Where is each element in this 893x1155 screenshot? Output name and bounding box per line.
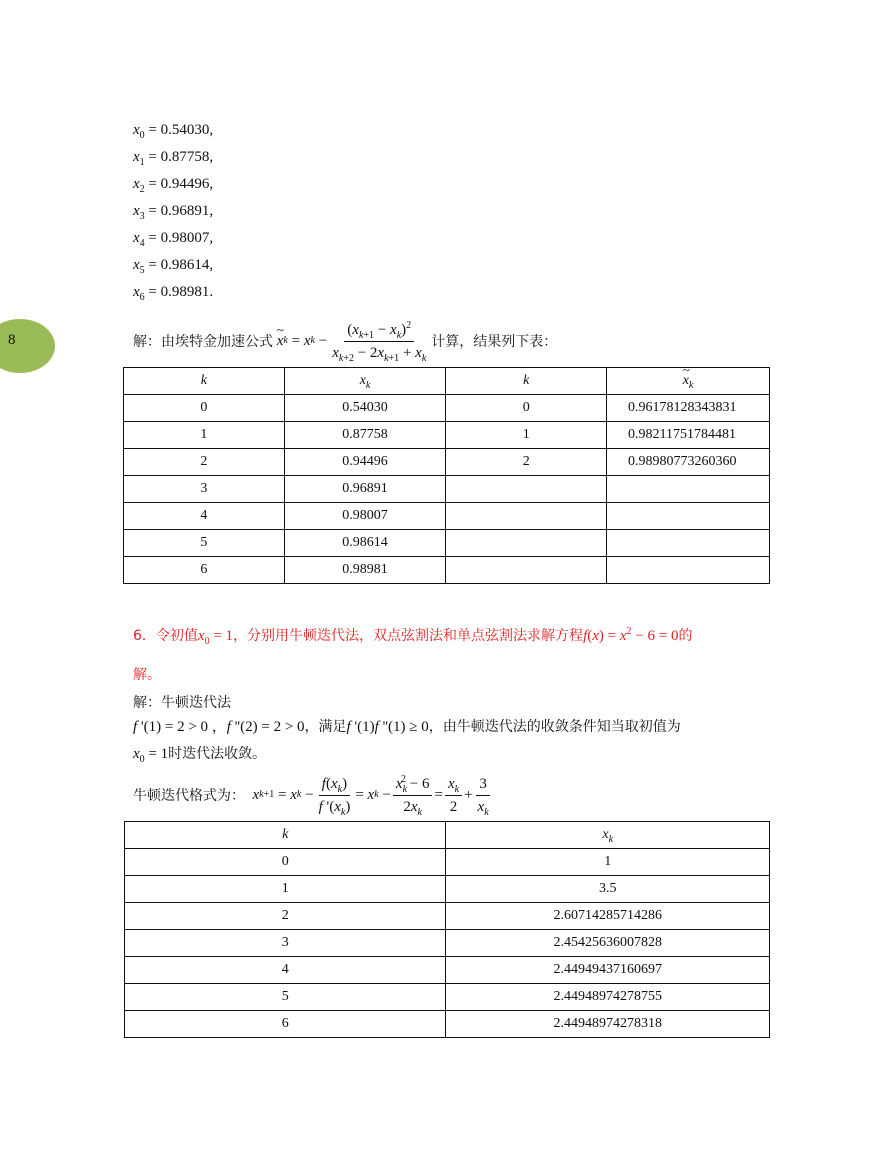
aitken-suffix: 计算，结果列下表： xyxy=(431,334,558,350)
iterate-line: $x_0 = 0.54030$, xyxy=(133,122,214,141)
iterate-list xyxy=(133,117,213,306)
table-row: 6 2.44948974278318 xyxy=(125,1011,770,1038)
newton-scheme-label: 牛顿迭代格式为： xyxy=(133,788,245,804)
newton-scheme-line xyxy=(133,768,494,822)
aitken-formula: ~ x k = x k − $\frac{(x_{k+1} - x_k)^2}{x_{k+2} - 2x_{k+1} + x_k}$ xyxy=(273,321,431,362)
table-row: 2 2.60714285714286 xyxy=(125,903,770,930)
iterate-line: $x_4 = 0.98007$, xyxy=(133,230,214,249)
header-xk: $x_k$ xyxy=(446,822,770,849)
table-row: 4 0.98007 xyxy=(124,503,770,530)
table-row: 3 0.96891 xyxy=(124,476,770,503)
table-row: 0 0.54030 0 0.96178128343831 xyxy=(124,395,770,422)
page-number-badge xyxy=(0,319,55,373)
header-k: k xyxy=(125,822,446,849)
newton-condition-line2: $x_0 = 1$时迭代法收敛。 xyxy=(133,746,267,765)
problem-6-statement: 6．令初值$x_0 = 1$，分别用牛顿迭代法，双点弦割法和单点弦割法求解方程$f(x) = x^2 - 6 = 0$的 xyxy=(133,626,693,647)
table-row: 5 2.44948974278755 xyxy=(125,984,770,1011)
aitken-prefix: 解：由埃特金加速公式 xyxy=(133,334,273,350)
table-row: 1 3.5 xyxy=(125,876,770,903)
table-header-row xyxy=(125,822,770,849)
iterate-line: $x_1 = 0.87758$, xyxy=(133,149,214,168)
header-xk: $x_k$ xyxy=(284,368,446,395)
iterate-line: $x_2 = 0.94496$, xyxy=(133,176,214,195)
table-row: 3 2.45425636007828 xyxy=(125,930,770,957)
newton-heading: 解：牛顿迭代法 xyxy=(133,695,231,711)
table-row: 2 0.94496 2 0.98980773260360 xyxy=(124,449,770,476)
newton-condition: f '(1) = 2 > 0 ，f ''(2) = 2 > 0，满足f '(1)f ''(1) ≥ 0，由牛顿迭代法的收敛条件知当取初值为 xyxy=(133,719,681,735)
table-row: 1 0.87758 1 0.98211751784481 xyxy=(124,422,770,449)
header-k: k xyxy=(124,368,285,395)
page-number: 8 xyxy=(8,332,16,348)
table-row: 4 2.44949437160697 xyxy=(125,957,770,984)
table-row: 6 0.98981 xyxy=(124,557,770,584)
aitken-formula-line xyxy=(133,314,557,368)
header-xk-tilde: ~ $x_k$ xyxy=(607,368,770,395)
iterate-line: $x_5 = 0.98614$, xyxy=(133,257,214,276)
header-k: k xyxy=(446,368,607,395)
newton-table xyxy=(124,821,770,1038)
table-row: 0 1 xyxy=(125,849,770,876)
table-header-row xyxy=(124,368,770,395)
table-row: 5 0.98614 xyxy=(124,530,770,557)
newton-scheme-formula: x k+1 = x k − $\frac{f(x_k)}{f '(x_k)}$ = x k − $\frac{x_k^2 - 6}{2x_k}$ = $\frac{x_k}{2}$ + $\frac{3}{x_k}$ xyxy=(252,773,489,818)
problem-6-statement-line2: 解。 xyxy=(133,667,161,683)
aitken-table xyxy=(123,367,770,584)
iterate-line: $x_3 = 0.96891$, xyxy=(133,203,214,222)
iterate-line: $x_6 = 0.98981$. xyxy=(133,284,214,303)
